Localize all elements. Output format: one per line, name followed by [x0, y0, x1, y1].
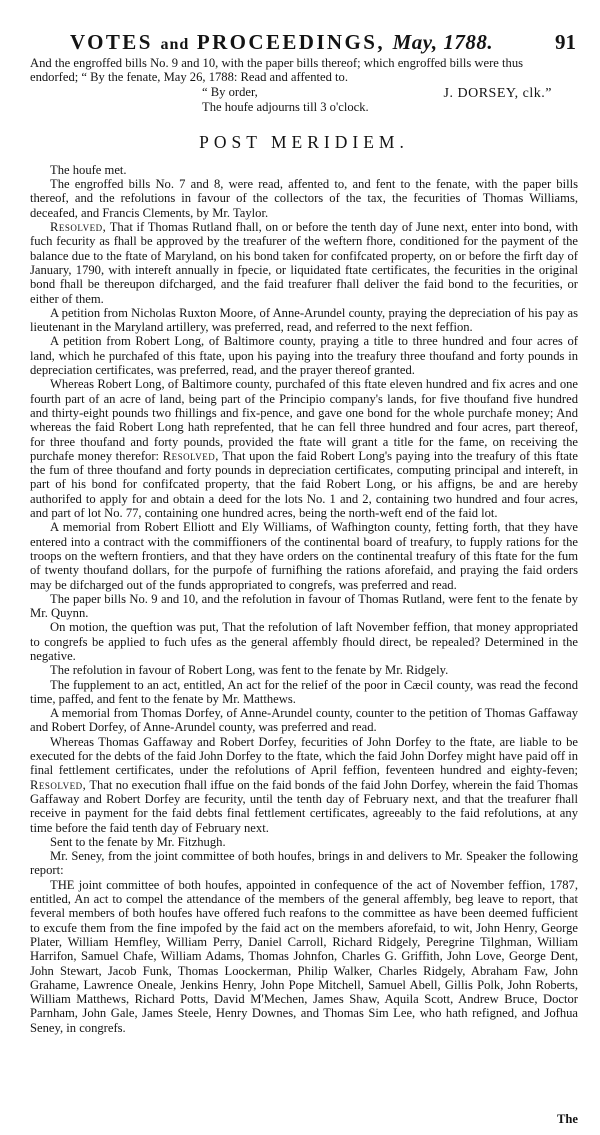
paragraph: The refolution in favour of Robert Long, was fent to the fenate by Mr. Ridgely.: [50, 663, 449, 678]
signature-clerk: J. DORSEY, clk.”: [443, 85, 552, 101]
paragraph: Sent to the fenate by Mr. Fitzhugh.: [50, 834, 226, 849]
catchword: The: [557, 1112, 578, 1126]
paragraph: Whereas Robert Long, of Baltimore county, purchafed of this ftate eleven hundred and fix acres and one fourth part of an acre of land, being part of the Principio company's lands, for five thoufand five hundred and thirty-eight pounds two fhillings and fix-pence, and gave one bond for the whole purchafe money; And whereas the faid Robert Long hath reprefented, that he can fell three hundred and four acres, part thereof, for three thoufand and forty pounds, provided the ftate will grant a title for the fame, on receiving the purchafe money therefor: Resolved, That upon the faid Robert Long's paying into the treafury of this ftate the fum of three thoufand and forty pounds in depreciation certificates, computing principal and intereft, in part of his bond for confifcated property, that the faid Robert Long, or his affigns, be and are hereby authorifed to apply for and obtain a deed for the lots No. 1 and 2, containing two hundred and four acres, and part of lot No. 77, containing one hundred acres, being the north-weft end of the faid lot.: [30, 377, 578, 521]
paragraph: Whereas Thomas Gaffaway and Robert Dorfey, fecurities of John Dorfey to the ftate, are liable to be executed for the debts of the faid John Dorfey to the ftate, which the faid John Dorfey might have paid off in final fettlement certificates, under the refolutions of April feffion, feventeen hundred and eighty-feven; Resolved, That no execution fhall iffue on the faid bonds of the faid John Dorfey, wherein the faid Thomas Gaffaway and Robert Dorfey are fecurity, until the tenth day of February next, and that the treafurer fhall receive in payment for the faid debts final fettlement certificates, agreeably to the faid refolutions, at any time before the faid tenth day of February next.: [30, 734, 578, 835]
paragraph: The paper bills No. 9 and 10, and the refolution in favour of Thomas Rutland, were fent to the fenate by Mr. Quynn.: [30, 591, 578, 621]
paragraph: Resolved, That if Thomas Rutland fhall, on or before the tenth day of June next, enter into bond, with fuch fecurity as fhall be approved by the treafurer of the weftern fhore, conditioned for the payment of the balance due to the ftate of Maryland, on his bond taken for confifcated property, on or before the firft day of January, 1790, with intereft annually in fpecie, or liquidated ftate certificates, the fecurities in the original bond fhall be thereupon difcharged, and the faid treafurer fhall deliver the faid bond to the fecurities, or either of them.: [30, 220, 579, 306]
running-title: VOTES and PROCEEDINGS, May, 1788.: [70, 30, 494, 54]
body-text: [30, 163, 578, 1035]
paragraph: The engroffed bills No. 7 and 8, were read, affented to, and fent to the fenate, with the paper bills thereof, and the refolutions in favour of the collectors of the tax, the fecurities of Thomas Williams, deceafed, and Francis Clements, by Mr. Taylor.: [30, 177, 578, 220]
paragraph: A memorial from Thomas Dorfey, of Anne-Arundel county, counter to the petition of Thomas Gaffaway and Robert Dorfey, of Anne-Arundel county, was preferred and read.: [30, 706, 578, 735]
paragraph: A memorial from Robert Elliott and Ely Williams, of Wafhington county, fetting forth, that they have entered into a contract with the commiffioners of the continental board of treafury, to fupply rations for the troops on the weftern frontiers, and that they have orders on the continental treafury of this ftate for the fum of twenty thoufand dollars, for the purpofe of furnifhing the rations aforefaid, and praying the faid orders may be difcharged out of the funds appropriated to congrefs, was preferred and read.: [30, 520, 578, 592]
page-number: 91: [555, 30, 576, 54]
committee-report: THE joint committee of both houfes, appointed in confequence of the act of November feffion, 1787, entitled, An act to compel the attendance of the members of the general affembly, beg leave to report, that feveral members of both houfes have offered fuch reafons to the committee as have been deemed fufficient to excufe them from the fine impofed by the faid act on the members aforefaid, to wit, John Henry, George Plater, William Hemfley, William Perry, Daniel Carroll, Richard Ridgely, Peregrine Tilghman, William Harrifon, Samuel Chafe, William Adams, Thomas Johnfon, Charles G. Griffith, John Love, George Dent, John Stewart, Jacob Funk, Thomas Loockerman, Philip Walker, Charles Ridgely, Abraham Faw, John Grahame, Lawrence Oneale, Jenkins Henry, John Pope Mitchell, Samuel Abell, Gillis Polk, John Roberts, William Matthews, Richard Potts, David M'Mechen, James Shaw, Aquila Scott, Andrew Bruce, Doctor Parnham, John Gale, James Steele, Henry Downes, and Thomas Sim Lee, who hath refigned, and Jofhua Seney, in congrefs.: [30, 877, 578, 1035]
paragraph: Mr. Seney, from the joint committee of both houfes, brings in and delivers to Mr. Speaker the following report:: [30, 849, 578, 878]
paragraph: The houfe met.: [50, 162, 127, 177]
header-date: May, 1788.: [392, 30, 494, 54]
paragraph: A petition from Robert Long, of Baltimore county, praying a title to three hundred and four acres of land, which he purchafed of this ftate, upon his paying into the treafury three thoufand and forty pounds in depreciation certificates, was preferred, read, and the prayer thereof granted.: [30, 334, 578, 378]
paragraph: A petition from Nicholas Ruxton Moore, of Anne-Arundel county, praying the depreciation of his pay as lieutenant in the Maryland artillery, was preferred, read, and referred to the next feffion.: [30, 305, 578, 335]
signature-block: [30, 85, 578, 100]
section-heading: POST MERIDIEM.: [199, 131, 409, 152]
running-header: [30, 30, 578, 56]
by-order: “ By order,: [202, 84, 258, 99]
preamble-line-1: And the engroffed bills No. 9 and 10, with the paper bills thereof; which engroffed bills were thus: [30, 56, 524, 70]
paragraph: The fupplement to an act, entitled, An act for the relief of the poor in Cæcil county, was read the fecond time, paffed, and fent to the fenate by Mr. Matthews.: [30, 677, 578, 706]
adjournment-note: The houfe adjourns till 3 o'clock.: [202, 99, 369, 114]
preamble-line-2: endorfed; “ By the fenate, May 26, 1788: Read and affented to.: [30, 70, 349, 85]
paragraph: On motion, the queftion was put, That the refolution of laft November feffion, that money appropriated to congrefs be applied to fuch ufes as the general affembly fhould direct, be repealed? Determined in the negative.: [30, 620, 578, 663]
